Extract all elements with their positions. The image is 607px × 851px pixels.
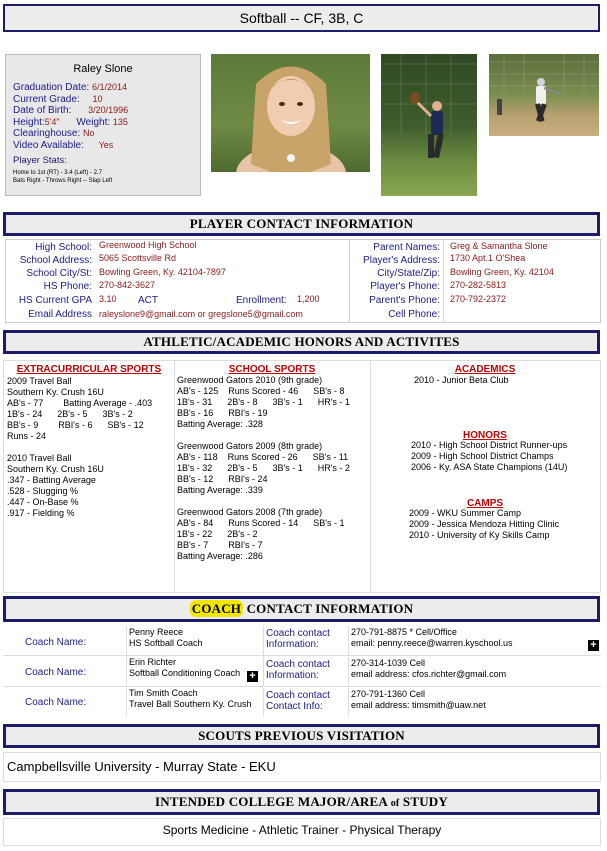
extra-line: BB's - 9 RBI's - 6 SB's - 12 [7, 420, 144, 430]
parent-names-label: Parent Names: [373, 242, 440, 253]
expand-plus-icon[interactable]: + [247, 671, 258, 682]
coach-name-label: Coach Name: [25, 697, 87, 708]
contact-section-header [3, 212, 600, 236]
coach-name: Penny Reece [129, 627, 184, 637]
school-city-value: Bowling Green, Ky. 42104-7897 [99, 267, 226, 277]
school-line: AB's - 84 Runs Scored - 14 SB's - 1 [177, 518, 345, 528]
height-label: Height: [13, 116, 45, 128]
player-phone-label: Player's Phone: [370, 281, 440, 292]
scouts-section-title: SCOUTS PREVIOUS VISITATION [198, 728, 405, 743]
coach-name: Tim Smith Coach [129, 688, 198, 698]
dob-value: 3/20/1996 [88, 105, 129, 115]
extracurricular-title: EXTRACURRICULAR SPORTS [16, 364, 162, 375]
clearinghouse-value: No [83, 128, 95, 138]
gpa-label: HS Current GPA [18, 295, 92, 306]
extra-line: .347 - Batting Average [7, 475, 96, 485]
parent-phone-label: Parent's Phone: [369, 295, 440, 306]
email-label: Email Address [28, 309, 92, 320]
extra-line: Southern Ky. Crush 16U [7, 387, 104, 397]
enrollment-label: Enrollment: [236, 295, 287, 306]
major-section-header [3, 789, 600, 815]
player-address-value: 1730 Apt.1 O'Shea [450, 253, 526, 263]
school-line: 1B's - 32 2B's - 5 3B's - 1 HR's - 2 [177, 463, 350, 473]
school-address-label: School Address: [19, 255, 92, 266]
cell-phone-label: Cell Phone: [388, 309, 440, 320]
player-stats-line2: Bats Right - Throws Right -- Slap Left [13, 177, 113, 184]
coach-role: Softball Conditioning Coach [129, 668, 241, 678]
academics-title: ACADEMICS [454, 364, 516, 375]
action-photo-batting [489, 54, 599, 136]
coach-section-header [3, 596, 600, 622]
camps-list [409, 508, 559, 541]
player-info-box [5, 54, 201, 196]
coach-email[interactable]: email: penny.reece@warren.kyschool.us [351, 638, 513, 648]
dob-label: Date of Birth: [13, 105, 72, 116]
scouts-text: Campbellsville University - Murray State - EKU [7, 759, 276, 774]
extra-line: .447 - On-Base % [7, 497, 79, 507]
coach-info-label: Coach contact Contact Info: [266, 690, 330, 712]
coach-row [3, 688, 601, 716]
camps-item: 2010 - University of Ky Skills Camp [409, 530, 550, 540]
coach-role: Travel Ball Southern Ky. Crush [129, 699, 252, 709]
coach-row [3, 626, 601, 656]
player-address-label: Player's Address: [363, 255, 440, 266]
hs-phone-label: HS Phone: [43, 281, 92, 292]
camps-item: 2009 - WKU Summer Camp [409, 508, 522, 518]
player-stats-label: Player Stats: [13, 155, 67, 166]
portrait-image [211, 54, 370, 172]
school-line: Batting Average: .328 [177, 419, 263, 429]
clearinghouse-label: Clearinghouse: [13, 128, 81, 139]
major-title-of: of [390, 798, 400, 809]
portrait-photo [211, 54, 370, 172]
contact-info-box [5, 239, 601, 323]
act-label: ACT [138, 295, 158, 306]
extra-line: Southern Ky. Crush 16U [7, 464, 104, 474]
honors-item: 2006 - Ky. ASA State Champions (14U) [411, 462, 568, 472]
player-name: Raley Slone [73, 63, 133, 75]
graduation-date-label: Graduation Date: [13, 82, 90, 93]
coach-info-label: Coach contact Information: [266, 659, 330, 681]
page-header [3, 4, 600, 32]
honors-list [411, 440, 567, 473]
camps-item: 2009 - Jessica Mendoza Hitting Clinic [409, 519, 560, 529]
academics-item: 2010 - Junior Beta Club [414, 375, 509, 385]
honors-title: HONORS [463, 430, 507, 441]
parent-names-value: Greg & Samantha Slone [450, 241, 548, 251]
batting-image [489, 54, 599, 136]
school-line: Batting Average: .286 [177, 551, 263, 561]
coach-email[interactable]: email address: cfos.richter@gmail.com [351, 669, 507, 679]
gpa-value: 3.10 [99, 294, 117, 304]
graduation-date-value: 6/1/2014 [91, 82, 127, 92]
coach-row [3, 657, 601, 687]
high-school-label: High School: [35, 242, 92, 253]
weight-value: 135 [112, 116, 128, 127]
player-phone-value: 270-282-5813 [450, 280, 507, 290]
extra-line: 1B's - 24 2B's - 5 3B's - 2 [7, 409, 133, 419]
honors-section-header [3, 330, 600, 354]
honors-section-title: ATHLETIC/ACADEMIC HONORS AND ACTIVITES [143, 334, 460, 349]
height-value: 5'4" [44, 116, 60, 127]
major-title-b: STUDY [399, 794, 448, 809]
school-sports-list [177, 375, 369, 562]
high-school-value: Greenwood High School [99, 240, 197, 250]
parent-phone-value: 270-792-2372 [450, 294, 507, 304]
school-line: 1B's - 31 2B's - 8 3B's - 1 HR's - 1 [177, 397, 350, 407]
extra-line: AB's - 77 Batting Average - .403 [7, 398, 153, 408]
extra-line: .917 - Fielding % [7, 508, 75, 518]
action-photo-fielding [381, 54, 477, 196]
school-line: 1B's - 22 2B's - 2 [177, 529, 258, 539]
school-line: Greenwood Gators 2009 (8th grade) [177, 441, 323, 451]
player-stats-line1: Home to 1st (RT) - 3.4 (Left) - 2.7 [13, 169, 102, 176]
coach-phone: 270-791-1360 Cell [351, 689, 426, 699]
fielding-image [381, 54, 477, 196]
coach-name-label: Coach Name: [25, 637, 87, 648]
major-text: Sports Medicine - Athletic Trainer - Physical Therapy [162, 823, 442, 837]
city-state-zip-value: Bowling Green, Ky. 42104 [450, 267, 554, 277]
coach-title-rest: CONTACT INFORMATION [243, 601, 414, 616]
extra-line: .528 - Slugging % [7, 486, 79, 496]
email-value[interactable]: raleyslone9@gmail.com or gregslone5@gmail.com [99, 309, 303, 319]
page-title: Softball -- CF, 3B, C [239, 10, 364, 26]
honors-item: 2010 - High School District Runner-ups [411, 440, 568, 450]
school-line: Batting Average: .339 [177, 485, 263, 495]
weight-label: Weight: [76, 116, 111, 128]
current-grade-value: 10 [92, 93, 103, 104]
enrollment-value: 1,200 [297, 294, 320, 304]
coach-name-label: Coach Name: [25, 667, 87, 678]
camps-title: CAMPS [466, 498, 504, 509]
school-line: BB's - 16 RBI's - 19 [177, 408, 268, 418]
extra-line: Runs - 24 [7, 431, 47, 441]
extracurricular-list [7, 376, 172, 519]
school-line: Greenwood Gators 2008 (7th grade) [177, 507, 323, 517]
honors-item: 2009 - High School District Champs [411, 451, 554, 461]
coach-role: HS Softball Coach [129, 638, 203, 648]
extra-line: 2009 Travel Ball [7, 376, 72, 386]
contact-section-title: PLAYER CONTACT INFORMATION [189, 216, 414, 231]
coach-phone: 270-314-1039 Cell [351, 658, 426, 668]
coach-title-highlight: COACH [191, 601, 242, 616]
city-state-zip-label: City/State/Zip: [377, 268, 440, 279]
school-line: AB's - 118 Runs Scored - 26 SB's - 11 [177, 452, 349, 462]
school-line: BB's - 12 RBI's - 24 [177, 474, 268, 484]
scouts-section-header [3, 724, 600, 748]
honors-box [3, 360, 601, 593]
school-city-label: School City/St: [26, 268, 92, 279]
major-title-a: INTENDED COLLEGE MAJOR/AREA [155, 794, 391, 809]
extra-line: 2010 Travel Ball [7, 453, 72, 463]
school-line: AB's - 125 Runs Scored - 46 SB's - 8 [177, 386, 345, 396]
major-box [3, 818, 601, 846]
expand-plus-icon[interactable]: + [588, 640, 599, 651]
school-line: Greenwood Gators 2010 (9th grade) [177, 375, 323, 385]
school-sports-title: SCHOOL SPORTS [228, 364, 316, 375]
scouts-box [3, 752, 601, 782]
video-value: Yes [98, 139, 114, 150]
school-line: BB's - 7 RBI's - 7 [177, 540, 263, 550]
coach-phone: 270-791-8875 * Cell/Office [351, 627, 457, 637]
coach-email[interactable]: email address: timsmith@uaw.net [351, 700, 486, 710]
school-address-value: 5065 Scottsville Rd [99, 253, 177, 263]
current-grade-label: Current Grade: [13, 93, 80, 105]
coach-info-label: Coach contact Information: [266, 628, 330, 650]
hs-phone-value: 270-842-3627 [99, 280, 156, 290]
video-label: Video Available: [13, 139, 84, 151]
coach-name: Erin Richter [129, 657, 177, 667]
